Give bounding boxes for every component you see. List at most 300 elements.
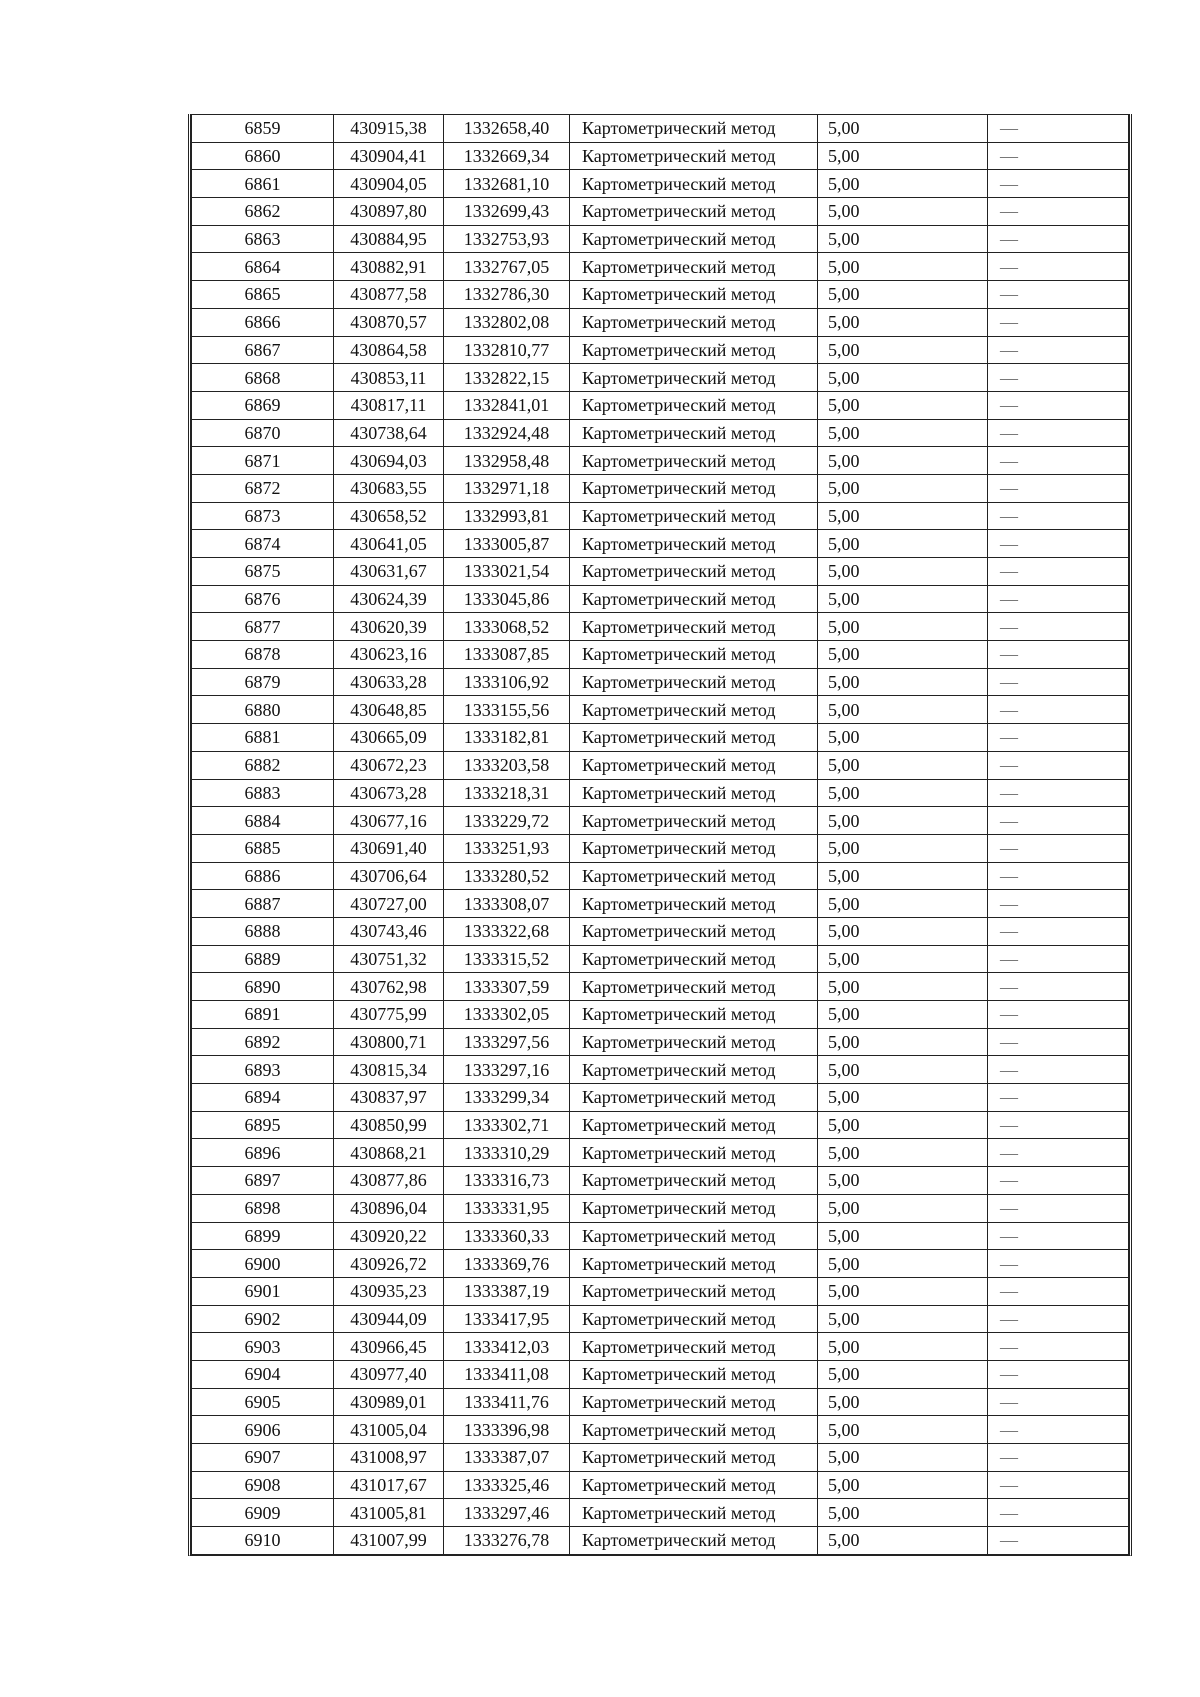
- description-cell: —: [988, 225, 1129, 253]
- table-row: [192, 336, 1129, 364]
- method-cell: Картометрический метод: [570, 115, 818, 143]
- x-coordinate-cell: 430683,55: [334, 474, 444, 502]
- y-coordinate-cell: 1332786,30: [444, 281, 570, 309]
- table-row: [192, 1222, 1129, 1250]
- table-row: [192, 945, 1129, 973]
- description-cell: —: [988, 1360, 1129, 1388]
- method-cell: Картометрический метод: [570, 1001, 818, 1029]
- method-cell: Картометрический метод: [570, 945, 818, 973]
- point-number-cell: 6877: [192, 613, 334, 641]
- y-coordinate-cell: 1333280,52: [444, 862, 570, 890]
- method-cell: Картометрический метод: [570, 391, 818, 419]
- table-row: [192, 115, 1129, 143]
- method-cell: Картометрический метод: [570, 364, 818, 392]
- method-cell: Картометрический метод: [570, 696, 818, 724]
- description-cell: —: [988, 281, 1129, 309]
- method-cell: Картометрический метод: [570, 1305, 818, 1333]
- point-number-cell: 6879: [192, 668, 334, 696]
- accuracy-cell: 5,00: [818, 142, 988, 170]
- x-coordinate-cell: 430877,86: [334, 1167, 444, 1195]
- x-coordinate-cell: 431005,81: [334, 1499, 444, 1527]
- description-cell: —: [988, 917, 1129, 945]
- x-coordinate-cell: 430989,01: [334, 1388, 444, 1416]
- point-number-cell: 6884: [192, 807, 334, 835]
- accuracy-cell: 5,00: [818, 751, 988, 779]
- point-number-cell: 6862: [192, 198, 334, 226]
- x-coordinate-cell: 430966,45: [334, 1333, 444, 1361]
- table-row: [192, 1277, 1129, 1305]
- table-row: [192, 281, 1129, 309]
- accuracy-cell: 5,00: [818, 668, 988, 696]
- method-cell: Картометрический метод: [570, 613, 818, 641]
- x-coordinate-cell: 430633,28: [334, 668, 444, 696]
- accuracy-cell: 5,00: [818, 115, 988, 143]
- description-cell: —: [988, 391, 1129, 419]
- description-cell: —: [988, 1028, 1129, 1056]
- description-cell: —: [988, 724, 1129, 752]
- method-cell: Картометрический метод: [570, 1388, 818, 1416]
- table-row: [192, 585, 1129, 613]
- y-coordinate-cell: 1333106,92: [444, 668, 570, 696]
- method-cell: Картометрический метод: [570, 1194, 818, 1222]
- method-cell: Картометрический метод: [570, 170, 818, 198]
- x-coordinate-cell: 430896,04: [334, 1194, 444, 1222]
- method-cell: Картометрический метод: [570, 558, 818, 586]
- y-coordinate-cell: 1333182,81: [444, 724, 570, 752]
- accuracy-cell: 5,00: [818, 1001, 988, 1029]
- x-coordinate-cell: 430904,41: [334, 142, 444, 170]
- description-cell: —: [988, 170, 1129, 198]
- x-coordinate-cell: 430677,16: [334, 807, 444, 835]
- method-cell: Картометрический метод: [570, 862, 818, 890]
- x-coordinate-cell: 430815,34: [334, 1056, 444, 1084]
- x-coordinate-cell: 430694,03: [334, 447, 444, 475]
- table-row: [192, 668, 1129, 696]
- description-cell: —: [988, 198, 1129, 226]
- accuracy-cell: 5,00: [818, 419, 988, 447]
- table-row: [192, 917, 1129, 945]
- y-coordinate-cell: 1332971,18: [444, 474, 570, 502]
- y-coordinate-cell: 1333087,85: [444, 641, 570, 669]
- accuracy-cell: 5,00: [818, 308, 988, 336]
- accuracy-cell: 5,00: [818, 917, 988, 945]
- description-cell: —: [988, 1056, 1129, 1084]
- table-row: [192, 1360, 1129, 1388]
- point-number-cell: 6880: [192, 696, 334, 724]
- x-coordinate-cell: 430926,72: [334, 1250, 444, 1278]
- table-row: [192, 890, 1129, 918]
- accuracy-cell: 5,00: [818, 253, 988, 281]
- x-coordinate-cell: 430877,58: [334, 281, 444, 309]
- coordinates-table-frame: [188, 114, 1132, 1556]
- point-number-cell: 6902: [192, 1305, 334, 1333]
- point-number-cell: 6890: [192, 973, 334, 1001]
- y-coordinate-cell: 1333308,07: [444, 890, 570, 918]
- accuracy-cell: 5,00: [818, 336, 988, 364]
- method-cell: Картометрический метод: [570, 336, 818, 364]
- y-coordinate-cell: 1333360,33: [444, 1222, 570, 1250]
- y-coordinate-cell: 1333203,58: [444, 751, 570, 779]
- accuracy-cell: 5,00: [818, 447, 988, 475]
- method-cell: Картометрический метод: [570, 641, 818, 669]
- point-number-cell: 6886: [192, 862, 334, 890]
- point-number-cell: 6868: [192, 364, 334, 392]
- method-cell: Картометрический метод: [570, 1360, 818, 1388]
- y-coordinate-cell: 1332669,34: [444, 142, 570, 170]
- accuracy-cell: 5,00: [818, 696, 988, 724]
- method-cell: Картометрический метод: [570, 225, 818, 253]
- description-cell: —: [988, 1527, 1129, 1555]
- point-number-cell: 6908: [192, 1471, 334, 1499]
- table-row: [192, 1333, 1129, 1361]
- accuracy-cell: 5,00: [818, 862, 988, 890]
- point-number-cell: 6901: [192, 1277, 334, 1305]
- description-cell: —: [988, 1167, 1129, 1195]
- x-coordinate-cell: 430882,91: [334, 253, 444, 281]
- description-cell: —: [988, 474, 1129, 502]
- x-coordinate-cell: 430977,40: [334, 1360, 444, 1388]
- y-coordinate-cell: 1333297,56: [444, 1028, 570, 1056]
- point-number-cell: 6904: [192, 1360, 334, 1388]
- point-number-cell: 6860: [192, 142, 334, 170]
- point-number-cell: 6864: [192, 253, 334, 281]
- accuracy-cell: 5,00: [818, 198, 988, 226]
- method-cell: Картометрический метод: [570, 474, 818, 502]
- description-cell: —: [988, 308, 1129, 336]
- method-cell: Картометрический метод: [570, 724, 818, 752]
- y-coordinate-cell: 1333396,98: [444, 1416, 570, 1444]
- table-row: [192, 779, 1129, 807]
- point-number-cell: 6867: [192, 336, 334, 364]
- point-number-cell: 6910: [192, 1527, 334, 1555]
- table-row: [192, 1056, 1129, 1084]
- y-coordinate-cell: 1332822,15: [444, 364, 570, 392]
- description-cell: —: [988, 253, 1129, 281]
- accuracy-cell: 5,00: [818, 641, 988, 669]
- y-coordinate-cell: 1333005,87: [444, 530, 570, 558]
- table-body: [192, 115, 1129, 1555]
- accuracy-cell: 5,00: [818, 502, 988, 530]
- table-row: [192, 1028, 1129, 1056]
- x-coordinate-cell: 430762,98: [334, 973, 444, 1001]
- table-row: [192, 1444, 1129, 1472]
- method-cell: Картометрический метод: [570, 1333, 818, 1361]
- description-cell: —: [988, 668, 1129, 696]
- table-row: [192, 613, 1129, 641]
- y-coordinate-cell: 1333155,56: [444, 696, 570, 724]
- method-cell: Картометрический метод: [570, 1499, 818, 1527]
- y-coordinate-cell: 1333387,07: [444, 1444, 570, 1472]
- accuracy-cell: 5,00: [818, 225, 988, 253]
- x-coordinate-cell: 430691,40: [334, 834, 444, 862]
- accuracy-cell: 5,00: [818, 1360, 988, 1388]
- accuracy-cell: 5,00: [818, 1277, 988, 1305]
- point-number-cell: 6870: [192, 419, 334, 447]
- y-coordinate-cell: 1333316,73: [444, 1167, 570, 1195]
- table-row: [192, 807, 1129, 835]
- method-cell: Картометрический метод: [570, 502, 818, 530]
- accuracy-cell: 5,00: [818, 973, 988, 1001]
- point-number-cell: 6893: [192, 1056, 334, 1084]
- description-cell: —: [988, 142, 1129, 170]
- accuracy-cell: 5,00: [818, 1056, 988, 1084]
- description-cell: —: [988, 1471, 1129, 1499]
- point-number-cell: 6909: [192, 1499, 334, 1527]
- y-coordinate-cell: 1333276,78: [444, 1527, 570, 1555]
- x-coordinate-cell: 430665,09: [334, 724, 444, 752]
- x-coordinate-cell: 430620,39: [334, 613, 444, 641]
- description-cell: —: [988, 696, 1129, 724]
- y-coordinate-cell: 1332810,77: [444, 336, 570, 364]
- method-cell: Картометрический метод: [570, 890, 818, 918]
- y-coordinate-cell: 1332753,93: [444, 225, 570, 253]
- description-cell: —: [988, 807, 1129, 835]
- x-coordinate-cell: 430944,09: [334, 1305, 444, 1333]
- method-cell: Картометрический метод: [570, 1416, 818, 1444]
- method-cell: Картометрический метод: [570, 1471, 818, 1499]
- point-number-cell: 6907: [192, 1444, 334, 1472]
- table-row: [192, 308, 1129, 336]
- method-cell: Картометрический метод: [570, 1167, 818, 1195]
- x-coordinate-cell: 430837,97: [334, 1084, 444, 1112]
- description-cell: —: [988, 1111, 1129, 1139]
- description-cell: —: [988, 1305, 1129, 1333]
- table-row: [192, 1194, 1129, 1222]
- x-coordinate-cell: 430915,38: [334, 115, 444, 143]
- point-number-cell: 6861: [192, 170, 334, 198]
- description-cell: —: [988, 751, 1129, 779]
- accuracy-cell: 5,00: [818, 1333, 988, 1361]
- method-cell: Картометрический метод: [570, 142, 818, 170]
- description-cell: —: [988, 1084, 1129, 1112]
- table-row: [192, 419, 1129, 447]
- table-row: [192, 474, 1129, 502]
- x-coordinate-cell: 430631,67: [334, 558, 444, 586]
- method-cell: Картометрический метод: [570, 917, 818, 945]
- description-cell: —: [988, 834, 1129, 862]
- y-coordinate-cell: 1333411,08: [444, 1360, 570, 1388]
- point-number-cell: 6866: [192, 308, 334, 336]
- accuracy-cell: 5,00: [818, 1471, 988, 1499]
- accuracy-cell: 5,00: [818, 1250, 988, 1278]
- table-row: [192, 530, 1129, 558]
- x-coordinate-cell: 430727,00: [334, 890, 444, 918]
- x-coordinate-cell: 430641,05: [334, 530, 444, 558]
- method-cell: Картометрический метод: [570, 281, 818, 309]
- y-coordinate-cell: 1333411,76: [444, 1388, 570, 1416]
- x-coordinate-cell: 431007,99: [334, 1527, 444, 1555]
- x-coordinate-cell: 430850,99: [334, 1111, 444, 1139]
- coordinates-table: [191, 114, 1129, 1555]
- table-row: [192, 1250, 1129, 1278]
- method-cell: Картометрический метод: [570, 253, 818, 281]
- table-row: [192, 364, 1129, 392]
- y-coordinate-cell: 1333297,16: [444, 1056, 570, 1084]
- y-coordinate-cell: 1333297,46: [444, 1499, 570, 1527]
- table-row: [192, 724, 1129, 752]
- y-coordinate-cell: 1333307,59: [444, 973, 570, 1001]
- accuracy-cell: 5,00: [818, 1416, 988, 1444]
- x-coordinate-cell: 430904,05: [334, 170, 444, 198]
- x-coordinate-cell: 430864,58: [334, 336, 444, 364]
- point-number-cell: 6863: [192, 225, 334, 253]
- accuracy-cell: 5,00: [818, 474, 988, 502]
- description-cell: —: [988, 530, 1129, 558]
- accuracy-cell: 5,00: [818, 1444, 988, 1472]
- point-number-cell: 6887: [192, 890, 334, 918]
- point-number-cell: 6903: [192, 1333, 334, 1361]
- x-coordinate-cell: 430920,22: [334, 1222, 444, 1250]
- y-coordinate-cell: 1332958,48: [444, 447, 570, 475]
- point-number-cell: 6883: [192, 779, 334, 807]
- table-row: [192, 502, 1129, 530]
- x-coordinate-cell: 430800,71: [334, 1028, 444, 1056]
- accuracy-cell: 5,00: [818, 724, 988, 752]
- accuracy-cell: 5,00: [818, 558, 988, 586]
- y-coordinate-cell: 1333299,34: [444, 1084, 570, 1112]
- description-cell: —: [988, 862, 1129, 890]
- table-row: [192, 447, 1129, 475]
- point-number-cell: 6896: [192, 1139, 334, 1167]
- description-cell: —: [988, 419, 1129, 447]
- description-cell: —: [988, 1444, 1129, 1472]
- method-cell: Картометрический метод: [570, 807, 818, 835]
- y-coordinate-cell: 1333315,52: [444, 945, 570, 973]
- description-cell: —: [988, 585, 1129, 613]
- table-row: [192, 1527, 1129, 1555]
- table-row: [192, 696, 1129, 724]
- point-number-cell: 6905: [192, 1388, 334, 1416]
- method-cell: Картометрический метод: [570, 1277, 818, 1305]
- description-cell: —: [988, 1139, 1129, 1167]
- x-coordinate-cell: 430868,21: [334, 1139, 444, 1167]
- method-cell: Картометрический метод: [570, 779, 818, 807]
- x-coordinate-cell: 431008,97: [334, 1444, 444, 1472]
- x-coordinate-cell: 430624,39: [334, 585, 444, 613]
- method-cell: Картометрический метод: [570, 1250, 818, 1278]
- description-cell: —: [988, 364, 1129, 392]
- accuracy-cell: 5,00: [818, 170, 988, 198]
- y-coordinate-cell: 1333322,68: [444, 917, 570, 945]
- method-cell: Картометрический метод: [570, 1084, 818, 1112]
- y-coordinate-cell: 1333325,46: [444, 1471, 570, 1499]
- point-number-cell: 6876: [192, 585, 334, 613]
- description-cell: —: [988, 336, 1129, 364]
- table-row: [192, 1388, 1129, 1416]
- table-row: [192, 1499, 1129, 1527]
- table-row: [192, 142, 1129, 170]
- description-cell: —: [988, 1416, 1129, 1444]
- accuracy-cell: 5,00: [818, 613, 988, 641]
- y-coordinate-cell: 1333218,31: [444, 779, 570, 807]
- accuracy-cell: 5,00: [818, 530, 988, 558]
- y-coordinate-cell: 1332841,01: [444, 391, 570, 419]
- x-coordinate-cell: 430673,28: [334, 779, 444, 807]
- description-cell: —: [988, 1194, 1129, 1222]
- y-coordinate-cell: 1332924,48: [444, 419, 570, 447]
- table-row: [192, 170, 1129, 198]
- point-number-cell: 6888: [192, 917, 334, 945]
- accuracy-cell: 5,00: [818, 1222, 988, 1250]
- table-row: [192, 1305, 1129, 1333]
- point-number-cell: 6899: [192, 1222, 334, 1250]
- point-number-cell: 6874: [192, 530, 334, 558]
- accuracy-cell: 5,00: [818, 807, 988, 835]
- point-number-cell: 6872: [192, 474, 334, 502]
- x-coordinate-cell: 430775,99: [334, 1001, 444, 1029]
- table-row: [192, 391, 1129, 419]
- point-number-cell: 6875: [192, 558, 334, 586]
- point-number-cell: 6859: [192, 115, 334, 143]
- y-coordinate-cell: 1333251,93: [444, 834, 570, 862]
- point-number-cell: 6889: [192, 945, 334, 973]
- point-number-cell: 6898: [192, 1194, 334, 1222]
- accuracy-cell: 5,00: [818, 834, 988, 862]
- method-cell: Картометрический метод: [570, 198, 818, 226]
- table-row: [192, 198, 1129, 226]
- y-coordinate-cell: 1333387,19: [444, 1277, 570, 1305]
- method-cell: Картометрический метод: [570, 751, 818, 779]
- x-coordinate-cell: 430658,52: [334, 502, 444, 530]
- description-cell: —: [988, 115, 1129, 143]
- table-row: [192, 1111, 1129, 1139]
- x-coordinate-cell: 431017,67: [334, 1471, 444, 1499]
- table-row: [192, 558, 1129, 586]
- x-coordinate-cell: 430853,11: [334, 364, 444, 392]
- y-coordinate-cell: 1333412,03: [444, 1333, 570, 1361]
- y-coordinate-cell: 1333045,86: [444, 585, 570, 613]
- table-row: [192, 1001, 1129, 1029]
- table-row: [192, 1167, 1129, 1195]
- accuracy-cell: 5,00: [818, 890, 988, 918]
- method-cell: Картометрический метод: [570, 1527, 818, 1555]
- description-cell: —: [988, 1333, 1129, 1361]
- y-coordinate-cell: 1333331,95: [444, 1194, 570, 1222]
- accuracy-cell: 5,00: [818, 1388, 988, 1416]
- accuracy-cell: 5,00: [818, 1084, 988, 1112]
- point-number-cell: 6906: [192, 1416, 334, 1444]
- x-coordinate-cell: 430817,11: [334, 391, 444, 419]
- method-cell: Картометрический метод: [570, 1222, 818, 1250]
- x-coordinate-cell: 430738,64: [334, 419, 444, 447]
- y-coordinate-cell: 1332658,40: [444, 115, 570, 143]
- accuracy-cell: 5,00: [818, 1167, 988, 1195]
- description-cell: —: [988, 558, 1129, 586]
- method-cell: Картометрический метод: [570, 1444, 818, 1472]
- description-cell: —: [988, 1001, 1129, 1029]
- description-cell: —: [988, 973, 1129, 1001]
- point-number-cell: 6897: [192, 1167, 334, 1195]
- point-number-cell: 6900: [192, 1250, 334, 1278]
- method-cell: Картометрический метод: [570, 308, 818, 336]
- accuracy-cell: 5,00: [818, 945, 988, 973]
- y-coordinate-cell: 1332699,43: [444, 198, 570, 226]
- x-coordinate-cell: 430648,85: [334, 696, 444, 724]
- y-coordinate-cell: 1333229,72: [444, 807, 570, 835]
- x-coordinate-cell: 430935,23: [334, 1277, 444, 1305]
- description-cell: —: [988, 447, 1129, 475]
- y-coordinate-cell: 1332681,10: [444, 170, 570, 198]
- accuracy-cell: 5,00: [818, 1111, 988, 1139]
- method-cell: Картометрический метод: [570, 1111, 818, 1139]
- table-row: [192, 225, 1129, 253]
- x-coordinate-cell: 430623,16: [334, 641, 444, 669]
- point-number-cell: 6892: [192, 1028, 334, 1056]
- accuracy-cell: 5,00: [818, 1499, 988, 1527]
- description-cell: —: [988, 890, 1129, 918]
- y-coordinate-cell: 1333369,76: [444, 1250, 570, 1278]
- table-row: [192, 1471, 1129, 1499]
